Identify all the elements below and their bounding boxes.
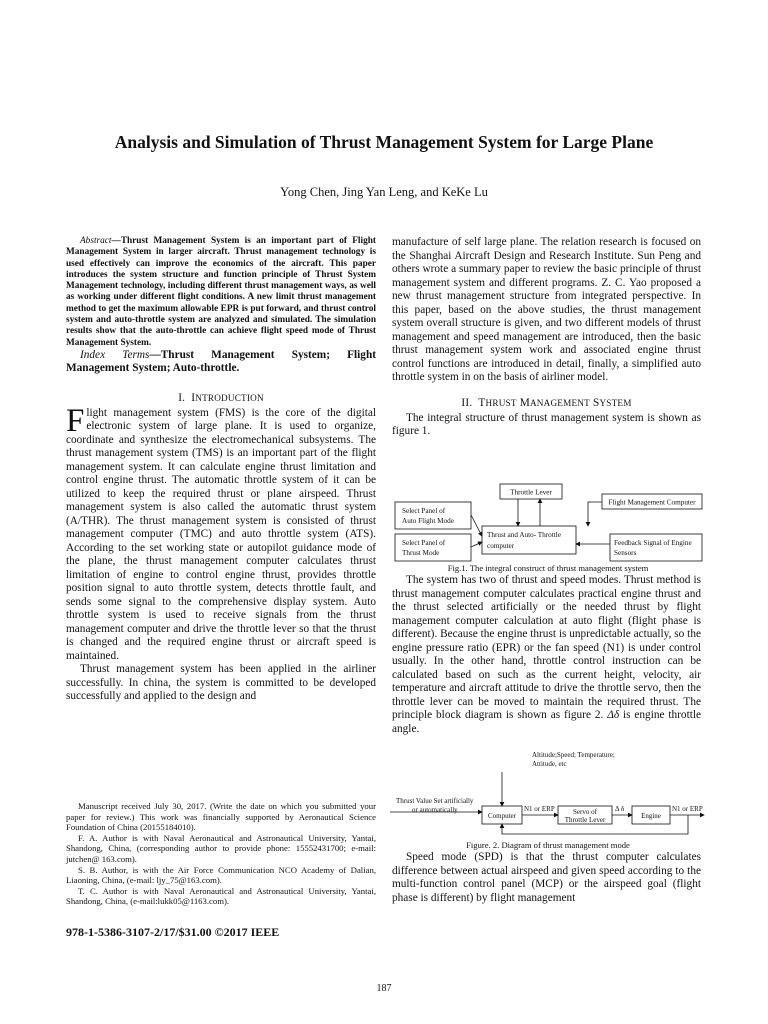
label-n1-erp-1: N1 or ERP — [524, 805, 555, 813]
right-paragraph-1: manufacture of self large plane. The relation research is focused on the Shanghai Aircraft Design and Research Institute. Sun Peng and others wrote a summary paper to review the basic principle of thrust management system and different programs. Z. C. Yao proposed a new thrust management structure from integrated perspective. In this paper, based on the above studies, the thrust management system overall structure is given, and two different models of thrust management and speed management are introduced, then the basic thrust management system work and associated engine thrust control functions are introduced in detail, finally, a simplified auto throttle system in on the basis of airliner model. — [392, 236, 701, 383]
label-throttle-lever: Throttle Lever — [510, 488, 552, 497]
figure-2-caption: Figure. 2. Diagram of thrust management mode — [466, 840, 630, 850]
figure-1-diagram — [390, 482, 706, 574]
label-servo-1: Servo of — [573, 808, 597, 816]
label-n1-erp-2: N1 or ERP — [672, 805, 703, 813]
section2-paragraph-3: Speed mode (SPD) is that the thrust computer calculates difference between actual airspeed and given speed according to the multi-function control panel (MCP) or the airspeed goal (flight phase is different) by flight management — [392, 851, 701, 904]
index-terms — [66, 349, 376, 376]
label-feedback-1: Feedback Signal of Engine — [614, 539, 692, 547]
footnotes — [66, 801, 376, 907]
label-inputs-2: Attitude, etc — [532, 760, 567, 768]
label-tatc-1: Thrust and Auto- Throttle — [487, 531, 561, 539]
label-servo-2: Throttle Lever — [564, 816, 606, 824]
label-feedback-2: Sensors — [614, 549, 637, 557]
delta-delta-symbol: Δδ — [607, 709, 620, 721]
label-tatc-2: computer — [487, 542, 515, 550]
footnote-manuscript: Manuscript received July 30, 2017. (Write the date on which you submitted your paper for review.) This work was financially supported by Aeronautical Science Foundation of China (20155184010). — [66, 801, 376, 833]
right-column — [392, 236, 701, 439]
index-terms-text: —Thrust Management System; Flight Management System; Auto-throttle. — [66, 348, 376, 375]
footnote-author-3: T. C. Author is with Naval Aeronautical and Astronautical University, Yantai, Shandong, China, (e-mail:lukk05@1163.com). — [66, 885, 376, 907]
index-terms-label: Index Terms — [80, 348, 150, 361]
intro-paragraph-1: Flight management system (FMS) is the core of the digital electronic system of large plane. It is used to organize, coordinate and synthesize the electromechanical subsystems. The thrust management system (TMS) is an important part of the flight management system. It can calculate engine thrust limitation and control engine thrust. The automatic throttle system of it can be utilized to keep the required thrust or plane airspeed. Thrust management system is also called the automatic thrust system (A/THR). The thrust management system is consisted of thrust management computer (TMC) and auto throttle system (ATS). According to the set working state or autopilot guidance mode of the plane, the thrust management computer calculates thrust limitation of engine to control engine thrust, provides throttle position signal to auto throttle system, detects throttle fault, and sends some signal to the comprehensive display system. Auto throttle system is used to receive signals from the thrust management computer and drive the throttle lever so that the thrust is changed and the required engine thrust or aircraft speed is maintained. — [66, 402, 376, 662]
label-tm-1: Select Panel of — [402, 539, 446, 547]
label-afm-2: Auto Flight Mode — [402, 517, 454, 525]
abstract — [66, 236, 376, 349]
section2-paragraph-1: The integral structure of thrust management system is shown as figure 1. — [392, 411, 701, 437]
label-fmc: Flight Management Computer — [608, 498, 696, 507]
label-computer: Computer — [488, 812, 516, 820]
label-afm-1: Select Panel of — [402, 507, 446, 515]
figure-2-diagram — [390, 750, 706, 838]
section-heading-thrust-management: II. THRUST MANAGEMENT SYSTEM — [461, 396, 632, 409]
isbn-line: 978-1-5386-3107-2/17/$31.00 ©2017 IEEE — [66, 925, 280, 939]
label-thrust-set-1: Thrust Value Set artificially — [396, 797, 474, 805]
page-number: 187 — [376, 983, 392, 994]
section-heading-introduction: I. INTRODUCTION — [178, 391, 264, 404]
paper-title: Analysis and Simulation of Thrust Management System for Large Plane — [114, 132, 654, 152]
section2-paragraph-2: The system has two of thrust and speed modes. Thrust method is thrust management computer calculates practical engine thrust and the thrust selected artificially or the needed thrust by flight management computer calculation at auto flight (flight phase is different). Because the engine thrust is unpredictable actually, so the engine pressure ratio (EPR) or the fan speed (N1) is under control usually. In the other hand, throttle control instruction can be calculated based on such as the current height, velocity, air temperature and aircraft attitude to drive the throttle servo, then the throttle lever can be moved to maintain the required thrust. The principle block diagram is shown as figure 2. Δδ is engine throttle angle. — [392, 574, 702, 735]
paper-authors: Yong Chen, Jing Yan Leng, and KeKe Lu — [280, 185, 488, 199]
left-column — [66, 236, 376, 704]
drop-cap: F — [66, 402, 85, 439]
figure-1-caption: Fig.1. The integral construct of thrust management system — [447, 563, 649, 573]
footnote-author-2: S. B. Author, is with the Air Force Communication NCO Academy of Dalian, Liaoning, China, (e-mail: ljy_75@163.com). — [66, 864, 376, 886]
label-delta: Δ δ — [615, 805, 625, 813]
label-tm-2: Thrust Mode — [402, 549, 440, 557]
label-thrust-set-2: or automatically — [412, 806, 458, 814]
label-inputs-1: Altitude;Speed; Temperature; — [532, 751, 615, 759]
label-engine: Engine — [641, 812, 661, 820]
abstract-label: Abstract — [80, 236, 112, 246]
intro-paragraph-2: Thrust management system has been applied in the airliner successfully. In china, the system is committed to be developed successfully and applied to the design and — [66, 663, 376, 703]
abstract-text: —Thrust Management System is an important part of Flight Management System in larger aircraft. Thrust management technology is used effectively can improve the economics of the aircraft. This paper introduces the system structure and function principle of Thrust System Management technology, including different thrust management ways, as well as working under different flight conditions. A new limit thrust management method to get the maximum allowable EPR is put forward, and thrust control system and auto-throttle system are analyzed and simulated. The simulation results show that the auto-throttle can achieve flight speed mode of Thrust Management System. — [66, 236, 376, 348]
footnote-author-1: F. A. Author is with Naval Aeronautical and Astronautical University, Yantai, Shandong, China, (corresponding author to provide phone: 15552431700; e-mail: jutchen@ 163.com). — [66, 832, 376, 864]
